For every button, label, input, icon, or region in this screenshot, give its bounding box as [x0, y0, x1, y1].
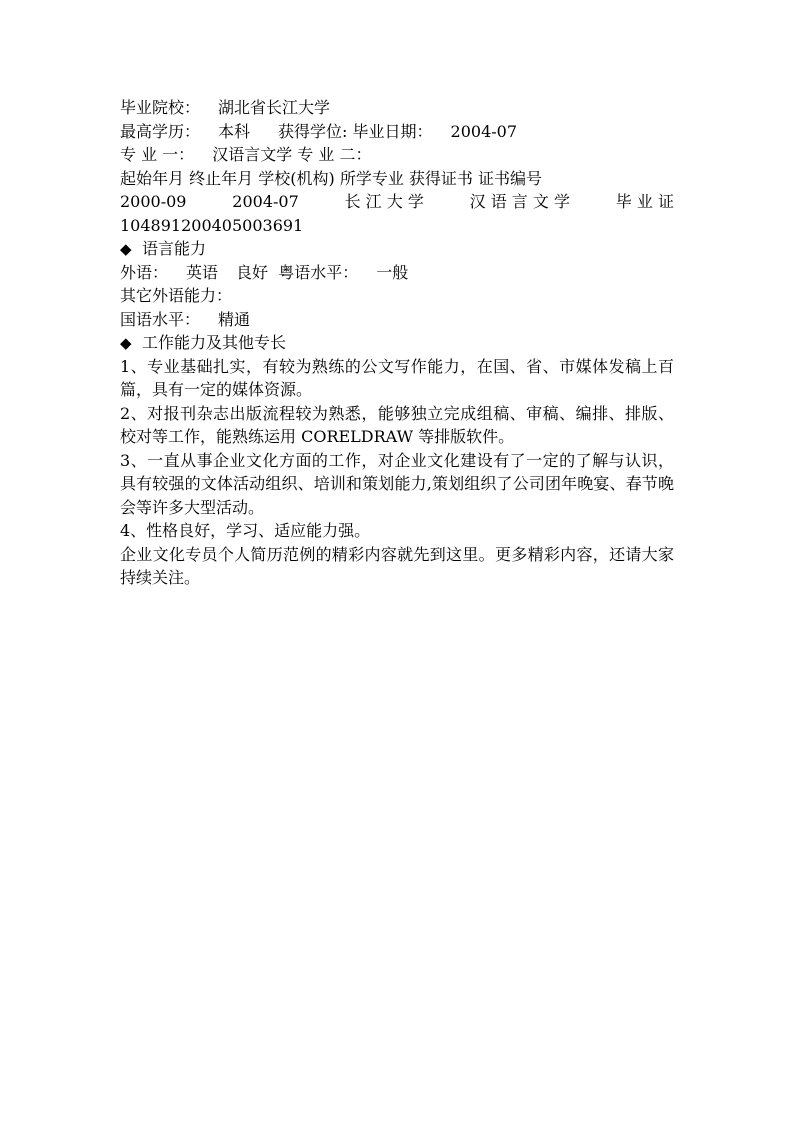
- degree-label: 最高学历：: [120, 121, 201, 141]
- foreign-lang: 英语: [186, 262, 219, 282]
- language-heading: [120, 237, 674, 261]
- other-language-line: [120, 284, 674, 308]
- grad-date-label: 毕业日期：: [352, 121, 433, 141]
- foreign-label: 外语：: [120, 262, 169, 282]
- diamond-bullet-icon: ◆: [120, 334, 132, 352]
- skills-heading: [120, 331, 674, 355]
- row-certificate: 毕 业 证: [615, 192, 674, 211]
- skill-item: 3、一直从事企业文化方面的工作，对企业文化建设有了一定的了解与认识，具有较强的文体活动组织、培训和策划能力,策划组织了公司团年晚宴、春节晚会等许多大型活动。: [120, 450, 674, 517]
- row-end: 2004-07: [232, 192, 299, 211]
- mandarin-level: 精通: [218, 309, 251, 329]
- foreign-language-line: [120, 261, 674, 285]
- header-certificate: 获得证书: [408, 168, 473, 188]
- history-header-row: [120, 167, 674, 191]
- degree-line: [120, 120, 674, 144]
- row-school: 长 江 大 学: [344, 192, 424, 211]
- header-cert-number: 证书编号: [478, 168, 543, 188]
- language-heading-text: 语言能力: [142, 239, 207, 258]
- mandarin-label: 国语水平：: [120, 309, 201, 329]
- other-language-label: 其它外语能力：: [120, 286, 233, 305]
- row-start: 2000-09: [120, 192, 187, 211]
- degree-value: 本科: [218, 121, 251, 141]
- skill-item: 4、性格良好，学习、适应能力强。: [120, 521, 371, 540]
- foreign-level: 良好: [236, 262, 269, 282]
- header-major: 所学专业: [339, 168, 404, 188]
- row-major: 汉 语 言 文 学: [469, 192, 570, 211]
- header-school: 学校(机构): [258, 168, 335, 188]
- skill-item: 1、专业基础扎实，有较为熟练的公文写作能力，在国、省、市媒体发稿上百篇，具有一定的媒体资源。: [120, 356, 674, 399]
- row-cert-number: 104891200405003691: [120, 215, 304, 235]
- skills-heading-text: 工作能力及其他专长: [142, 333, 287, 352]
- cantonese-label: 粤语水平：: [278, 262, 359, 282]
- header-start: 起始年月: [120, 168, 185, 188]
- major-line: [120, 143, 674, 167]
- diamond-bullet-icon: ◆: [120, 240, 132, 258]
- closing-paragraph: 企业文化专员个人简历范例的精彩内容就先到这里。更多精彩内容，还请大家持续关注。: [120, 544, 674, 587]
- cantonese-level: 一般: [376, 262, 409, 282]
- skill-item: 2、对报刊杂志出版流程较为熟悉，能够独立完成组稿、审稿、编排、排版、校对等工作，能熟练运用 CORELDRAW 等排版软件。: [120, 403, 674, 446]
- mandarin-line: [120, 308, 674, 332]
- school-label: 毕业院校：: [120, 98, 201, 117]
- header-end: 终止年月: [189, 168, 254, 188]
- grad-date-value: 2004-07: [450, 121, 518, 141]
- history-row: [120, 190, 674, 214]
- school-value: 湖北省长江大学: [218, 98, 331, 117]
- major2-label: 专 业 二：: [297, 145, 372, 164]
- school-line: [120, 96, 674, 120]
- cert-number-line: [120, 214, 674, 238]
- major1-value: 汉语言文学: [212, 145, 293, 164]
- title-label: 获得学位:: [278, 121, 348, 141]
- major1-label: 专 业 一：: [120, 145, 195, 164]
- resume-content: [120, 96, 674, 590]
